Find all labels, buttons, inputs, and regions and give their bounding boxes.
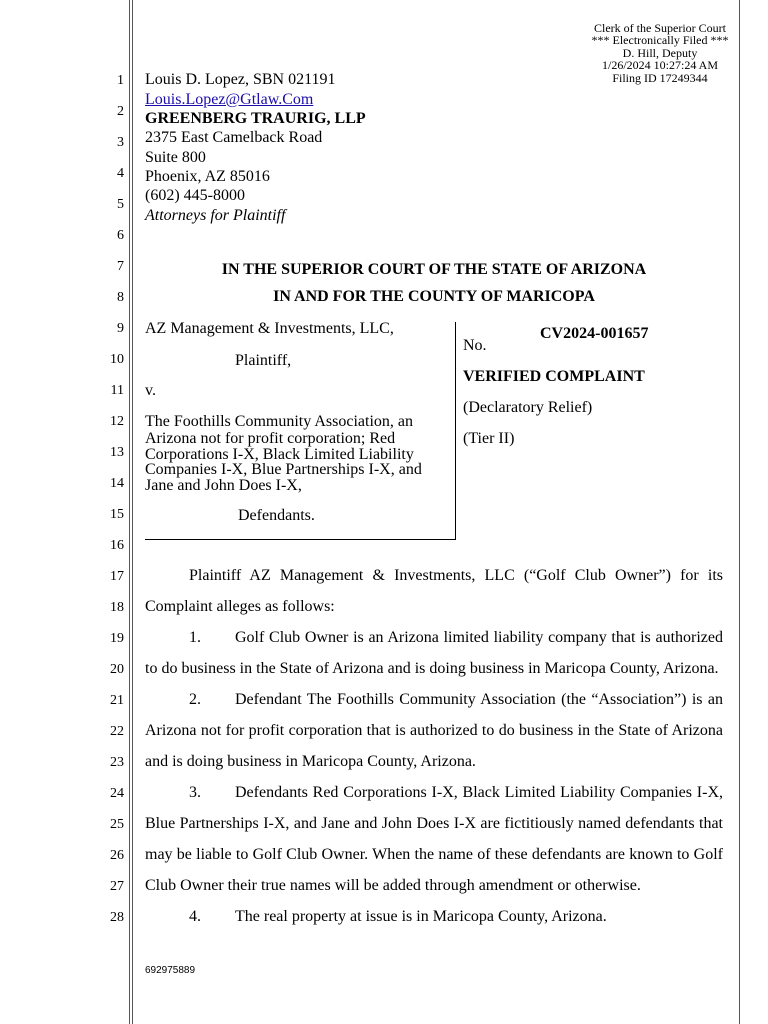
line-number: 28 (110, 910, 124, 925)
defendants-line-1: The Foothills Community Association, an (145, 413, 413, 430)
document-id-footer: 692975889 (145, 965, 196, 976)
document-title: VERIFIED COMPLAINT (463, 368, 645, 385)
line-number: 2 (117, 104, 124, 119)
relief-type: (Declaratory Relief) (463, 399, 593, 416)
paragraph-1-line-1: Golf Club Owner is an Arizona limited liability company that is authorized (235, 629, 723, 646)
line-number: 13 (110, 445, 124, 460)
defendants-line-4: Companies I-X, Blue Partnerships I-X, and (145, 461, 422, 478)
paragraph-number: 3. (189, 784, 201, 801)
paragraph-2-line-1: Defendant The Foothills Community Association (the “Association”) is an (235, 691, 723, 708)
defendants-line-5: Jane and John Does I-X, (145, 477, 302, 494)
stamp-line-3: D. Hill, Deputy (622, 46, 698, 60)
paragraph-2-line-2: Arizona not for profit corporation that is authorized to do business in the State of Arizona (145, 722, 723, 739)
line-number: 16 (110, 538, 124, 553)
line-number: 23 (110, 755, 124, 770)
paragraph-number: 4. (189, 908, 201, 925)
line-number: 6 (117, 228, 124, 243)
attorney-name: Louis D. Lopez, SBN 021191 (145, 71, 336, 88)
paragraph-number: 1. (189, 629, 201, 646)
paragraph-3-line-4: Club Owner their true names will be added through amendment or otherwise. (145, 877, 641, 894)
paragraph-number: 2. (189, 691, 201, 708)
intro-line-2: Complaint alleges as follows: (145, 598, 335, 615)
line-number: 7 (117, 259, 124, 274)
line-number: 22 (110, 724, 124, 739)
plaintiff-role: Plaintiff, (235, 352, 292, 369)
line-number: 14 (110, 476, 124, 491)
attorney-role: Attorneys for Plaintiff (145, 207, 286, 224)
court-title-line-1: IN THE SUPERIOR COURT OF THE STATE OF ARIZONA (221, 261, 647, 278)
left-margin-rule-2 (132, 0, 133, 1024)
stamp-line-2: *** Electronically Filed *** (591, 33, 729, 47)
line-number: 3 (117, 135, 124, 150)
left-margin-rule (129, 0, 130, 1024)
firm-city: Phoenix, AZ 85016 (145, 168, 270, 185)
line-number: 15 (110, 507, 124, 522)
line-number: 4 (117, 166, 124, 181)
line-number: 8 (117, 290, 124, 305)
defendants-line-2: Arizona not for profit corporation; Red (145, 430, 396, 447)
paragraph-1-line-2: to do business in the State of Arizona and is doing business in Maricopa County, Arizona. (145, 660, 719, 677)
line-number: 21 (110, 693, 124, 708)
stamp-line-5: Filing ID 17249344 (612, 71, 708, 85)
line-number: 10 (110, 352, 124, 367)
stamp-line-4: 1/26/2024 10:27:24 AM (601, 58, 718, 72)
line-number: 11 (110, 383, 124, 398)
defendants-line-3: Corporations I-X, Black Limited Liability (145, 446, 414, 463)
line-number: 24 (110, 786, 124, 801)
line-number: 27 (110, 879, 124, 894)
paragraph-4-line-1: The real property at issue is in Maricopa County, Arizona. (235, 908, 607, 925)
line-number: 1 (117, 73, 124, 88)
line-number: 18 (110, 600, 124, 615)
stamp-line-1: Clerk of the Superior Court (594, 21, 726, 35)
line-number: 9 (117, 321, 124, 336)
intro-line-1: Plaintiff AZ Management & Investments, LLC (“Golf Club Owner”) for its (189, 567, 723, 584)
paragraph-3-line-2: Blue Partnerships I-X, and Jane and John Does I-X are fictitiously named defendants that (145, 815, 723, 832)
paragraph-3-line-3: may be liable to Golf Club Owner. When the name of these defendants are known to Golf (145, 846, 723, 863)
versus: v. (145, 382, 156, 399)
line-number: 19 (110, 631, 124, 646)
firm-phone: (602) 445-8000 (145, 187, 245, 204)
court-title-line-2: IN AND FOR THE COUNTY OF MARICOPA (273, 288, 595, 305)
firm-street: 2375 East Camelback Road (145, 129, 323, 146)
paragraph-2-line-3: and is doing business in Maricopa County, Arizona. (145, 753, 476, 770)
firm-name: GREENBERG TRAURIG, LLP (145, 110, 366, 127)
paragraph-3-line-1: Defendants Red Corporations I-X, Black Limited Liability Companies I-X, (235, 784, 723, 801)
defendants-role: Defendants. (238, 507, 315, 524)
tier: (Tier II) (463, 430, 515, 447)
firm-suite: Suite 800 (145, 149, 206, 166)
plaintiff-name: AZ Management & Investments, LLC, (145, 320, 394, 337)
line-number: 20 (110, 662, 124, 677)
line-number: 26 (110, 848, 124, 863)
line-number: 12 (110, 414, 124, 429)
case-number: CV2024-001657 (540, 325, 649, 342)
right-margin-rule (739, 0, 740, 1024)
caption-divider-horizontal (145, 539, 456, 540)
line-number: 5 (117, 197, 124, 212)
attorney-email-link[interactable]: Louis.Lopez@Gtlaw.Com (145, 91, 314, 108)
line-number: 17 (110, 569, 124, 584)
case-no-label: No. (463, 337, 487, 354)
caption-divider-vertical (455, 322, 456, 540)
line-number: 25 (110, 817, 124, 832)
